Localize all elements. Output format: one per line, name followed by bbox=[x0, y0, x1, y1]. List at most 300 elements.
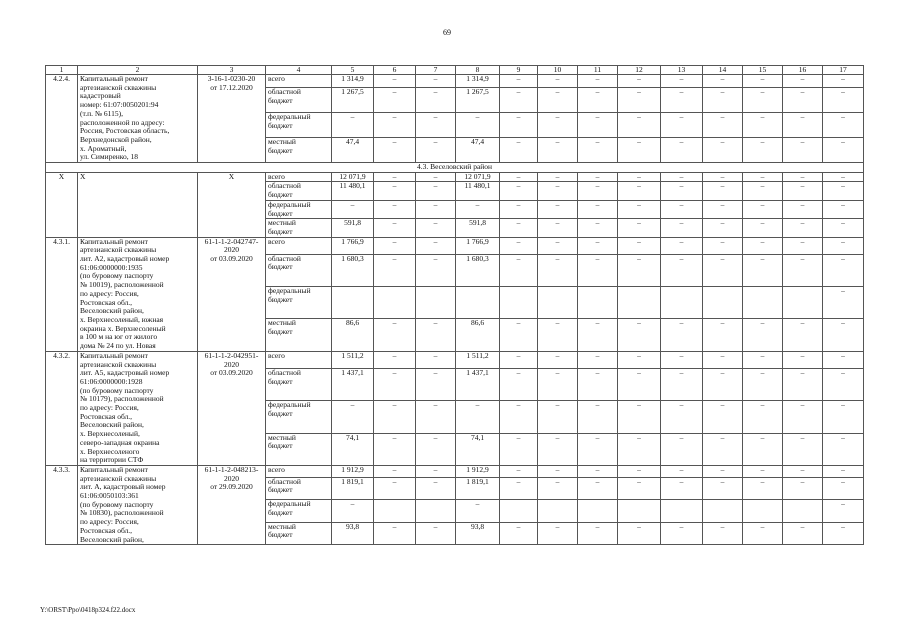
value-cell: – bbox=[416, 368, 456, 400]
funding-source: областной бюджет bbox=[266, 368, 332, 400]
column-number-cell: 8 bbox=[456, 66, 500, 75]
value-cell: – bbox=[416, 433, 456, 465]
value-cell: – bbox=[332, 401, 374, 433]
section-title: 4.3. Веселовский район bbox=[46, 163, 864, 173]
value-cell: – bbox=[703, 237, 743, 254]
item-document: 61-1-1-2-042951- 2020 от 03.09.2020 bbox=[198, 351, 266, 465]
value-cell: – bbox=[538, 75, 578, 88]
column-number-cell: 13 bbox=[661, 66, 703, 75]
value-cell: – bbox=[783, 433, 823, 465]
item-description: Капитальный ремонт артезианской скважины лит. А, кадастровый номер 61:06:0050103:361 (по буровому паспорту № 10830), расположенной по адресу: Россия, Ростовская обл., Веселовский район, bbox=[78, 465, 198, 544]
funding-source: всего bbox=[266, 351, 332, 368]
funding-source: всего bbox=[266, 237, 332, 254]
value-cell: – bbox=[618, 138, 661, 163]
value-cell: – bbox=[578, 172, 618, 182]
value-cell: – bbox=[374, 477, 416, 499]
value-cell: – bbox=[703, 75, 743, 88]
value-cell: – bbox=[618, 319, 661, 351]
value-cell: – bbox=[538, 368, 578, 400]
value-cell: – bbox=[823, 182, 864, 200]
item-description: Х bbox=[78, 172, 198, 237]
value-cell: – bbox=[618, 368, 661, 400]
value-cell: 1 819,1 bbox=[456, 477, 500, 499]
value-cell: – bbox=[661, 75, 703, 88]
value-cell: – bbox=[456, 113, 500, 138]
value-cell: – bbox=[500, 522, 538, 545]
value-cell: – bbox=[823, 237, 864, 254]
value-cell: – bbox=[743, 237, 783, 254]
value-cell: – bbox=[618, 477, 661, 499]
value-cell: – bbox=[538, 182, 578, 200]
value-cell: – bbox=[823, 200, 864, 218]
value-cell: – bbox=[500, 433, 538, 465]
value-cell: – bbox=[661, 401, 703, 433]
value-cell: – bbox=[578, 433, 618, 465]
value-cell: – bbox=[783, 254, 823, 286]
value-cell: 1 680,3 bbox=[456, 254, 500, 286]
value-cell: – bbox=[500, 237, 538, 254]
value-cell: 1 267,5 bbox=[456, 88, 500, 113]
value-cell: 1 314,9 bbox=[332, 75, 374, 88]
table-row bbox=[46, 237, 864, 254]
funding-source: областной бюджет bbox=[266, 477, 332, 499]
value-cell: – bbox=[416, 522, 456, 545]
value-cell: – bbox=[661, 351, 703, 368]
value-cell: – bbox=[703, 401, 743, 433]
value-cell: – bbox=[456, 500, 500, 522]
column-number-cell: 6 bbox=[374, 66, 416, 75]
value-cell: – bbox=[538, 477, 578, 499]
value-cell: – bbox=[661, 368, 703, 400]
value-cell: – bbox=[416, 351, 456, 368]
value-cell: 86,6 bbox=[456, 319, 500, 351]
value-cell bbox=[743, 500, 783, 522]
value-cell bbox=[743, 287, 783, 319]
item-document: 61-1-1-2-048213- 2020 от 29.09.2020 bbox=[198, 465, 266, 544]
value-cell: – bbox=[374, 182, 416, 200]
column-number-cell: 14 bbox=[703, 66, 743, 75]
value-cell: – bbox=[416, 138, 456, 163]
funding-source: федеральный бюджет bbox=[266, 500, 332, 522]
value-cell: – bbox=[500, 465, 538, 477]
value-cell: – bbox=[823, 351, 864, 368]
value-cell: – bbox=[743, 138, 783, 163]
value-cell: – bbox=[743, 182, 783, 200]
table-row bbox=[46, 172, 864, 182]
value-cell bbox=[374, 500, 416, 522]
value-cell: – bbox=[500, 182, 538, 200]
value-cell: – bbox=[703, 113, 743, 138]
value-cell: – bbox=[538, 88, 578, 113]
value-cell: – bbox=[578, 351, 618, 368]
value-cell: – bbox=[823, 465, 864, 477]
value-cell: – bbox=[783, 368, 823, 400]
value-cell: – bbox=[500, 172, 538, 182]
item-description: Капитальный ремонт артезианской скважины лит. А2, кадастровый номер 61:06:0000000:1935 (по буровому паспорту № 10019), расположенной по адресу: Россия, Ростовская обл., Веселовский район, х. Верхнесоленый, южная окраина х. Верхнесоленый в 100 м на юг от жилого дома № 24 по ул. Новая bbox=[78, 237, 198, 351]
value-cell: – bbox=[823, 113, 864, 138]
value-cell: – bbox=[618, 465, 661, 477]
value-cell: – bbox=[661, 172, 703, 182]
value-cell: – bbox=[823, 219, 864, 237]
value-cell: – bbox=[783, 200, 823, 218]
value-cell bbox=[661, 500, 703, 522]
column-number-row bbox=[46, 66, 864, 75]
value-cell: – bbox=[661, 88, 703, 113]
value-cell: – bbox=[618, 254, 661, 286]
value-cell: – bbox=[538, 138, 578, 163]
value-cell: 1 314,9 bbox=[456, 75, 500, 88]
value-cell: – bbox=[578, 138, 618, 163]
value-cell bbox=[538, 287, 578, 319]
value-cell: – bbox=[374, 200, 416, 218]
value-cell: – bbox=[661, 219, 703, 237]
column-number-cell: 3 bbox=[198, 66, 266, 75]
value-cell: – bbox=[578, 522, 618, 545]
value-cell: 1 511,2 bbox=[332, 351, 374, 368]
value-cell: – bbox=[538, 172, 578, 182]
value-cell: – bbox=[823, 254, 864, 286]
column-number-cell: 10 bbox=[538, 66, 578, 75]
column-number-cell: 5 bbox=[332, 66, 374, 75]
value-cell: – bbox=[618, 237, 661, 254]
value-cell: 12 071,9 bbox=[332, 172, 374, 182]
value-cell: – bbox=[374, 237, 416, 254]
column-number-cell: 4 bbox=[266, 66, 332, 75]
value-cell bbox=[578, 500, 618, 522]
value-cell: – bbox=[538, 254, 578, 286]
funding-source: всего bbox=[266, 172, 332, 182]
funding-source: местный бюджет bbox=[266, 138, 332, 163]
value-cell bbox=[416, 287, 456, 319]
value-cell: 1 912,9 bbox=[332, 465, 374, 477]
column-number-cell: 1 bbox=[46, 66, 78, 75]
funding-source: местный бюджет bbox=[266, 319, 332, 351]
value-cell: – bbox=[374, 75, 416, 88]
value-cell: – bbox=[374, 319, 416, 351]
value-cell: – bbox=[618, 75, 661, 88]
item-description: Капитальный ремонт артезианской скважины лит. А5, кадастровый номер 61:06:0000000:1928 (по буровому паспорту № 10179), расположенной по адресу: Россия, Ростовская обл., Веселовский район, х. Верхнесоленый, северо-западная окраина х. Верхнесоленого на территории СТФ bbox=[78, 351, 198, 465]
value-cell: – bbox=[783, 75, 823, 88]
value-cell: – bbox=[743, 75, 783, 88]
value-cell: – bbox=[618, 351, 661, 368]
value-cell: – bbox=[703, 522, 743, 545]
value-cell: – bbox=[578, 200, 618, 218]
value-cell: – bbox=[618, 88, 661, 113]
column-number-cell: 17 bbox=[823, 66, 864, 75]
item-document: Х bbox=[198, 172, 266, 237]
item-document: 3-16-1-0230-20 от 17.12.2020 bbox=[198, 75, 266, 163]
value-cell: – bbox=[416, 219, 456, 237]
section-row bbox=[46, 163, 864, 173]
value-cell: – bbox=[661, 138, 703, 163]
value-cell: – bbox=[374, 219, 416, 237]
value-cell: – bbox=[703, 433, 743, 465]
value-cell: – bbox=[743, 368, 783, 400]
value-cell: – bbox=[783, 522, 823, 545]
value-cell: – bbox=[823, 287, 864, 319]
value-cell: – bbox=[661, 200, 703, 218]
value-cell: – bbox=[661, 113, 703, 138]
item-number: Х bbox=[46, 172, 78, 237]
funding-source: областной бюджет bbox=[266, 182, 332, 200]
value-cell: – bbox=[416, 477, 456, 499]
value-cell: 1 267,5 bbox=[332, 88, 374, 113]
value-cell: – bbox=[703, 477, 743, 499]
value-cell: – bbox=[783, 172, 823, 182]
value-cell bbox=[783, 500, 823, 522]
column-number-cell: 7 bbox=[416, 66, 456, 75]
column-number-cell: 11 bbox=[578, 66, 618, 75]
value-cell: – bbox=[743, 219, 783, 237]
funding-source: федеральный бюджет bbox=[266, 113, 332, 138]
value-cell: 93,8 bbox=[456, 522, 500, 545]
value-cell: – bbox=[416, 172, 456, 182]
value-cell: – bbox=[661, 319, 703, 351]
value-cell: – bbox=[783, 182, 823, 200]
value-cell: – bbox=[374, 88, 416, 113]
value-cell: 11 480,1 bbox=[456, 182, 500, 200]
value-cell: – bbox=[374, 368, 416, 400]
value-cell: – bbox=[783, 477, 823, 499]
value-cell: – bbox=[703, 351, 743, 368]
value-cell: – bbox=[703, 319, 743, 351]
value-cell: – bbox=[743, 401, 783, 433]
value-cell: – bbox=[703, 172, 743, 182]
value-cell: – bbox=[823, 500, 864, 522]
value-cell: – bbox=[743, 465, 783, 477]
value-cell: 47,4 bbox=[456, 138, 500, 163]
value-cell: – bbox=[416, 237, 456, 254]
value-cell: 1 511,2 bbox=[456, 351, 500, 368]
value-cell bbox=[500, 287, 538, 319]
value-cell: – bbox=[374, 138, 416, 163]
value-cell: – bbox=[743, 433, 783, 465]
value-cell: – bbox=[823, 433, 864, 465]
value-cell: 93,8 bbox=[332, 522, 374, 545]
funding-source: местный бюджет bbox=[266, 433, 332, 465]
value-cell: – bbox=[703, 465, 743, 477]
value-cell: – bbox=[823, 477, 864, 499]
value-cell: – bbox=[374, 522, 416, 545]
value-cell: 1 819,1 bbox=[332, 477, 374, 499]
table-row bbox=[46, 351, 864, 368]
value-cell: – bbox=[538, 113, 578, 138]
value-cell: – bbox=[416, 88, 456, 113]
column-number-cell: 12 bbox=[618, 66, 661, 75]
value-cell: – bbox=[500, 113, 538, 138]
value-cell: – bbox=[500, 138, 538, 163]
value-cell: – bbox=[374, 351, 416, 368]
value-cell: – bbox=[500, 477, 538, 499]
value-cell: – bbox=[578, 477, 618, 499]
value-cell: – bbox=[618, 219, 661, 237]
value-cell: – bbox=[374, 254, 416, 286]
value-cell bbox=[618, 500, 661, 522]
value-cell: 74,1 bbox=[332, 433, 374, 465]
value-cell: – bbox=[500, 200, 538, 218]
page-number: 69 bbox=[443, 28, 451, 37]
value-cell: – bbox=[416, 254, 456, 286]
value-cell: 1 766,9 bbox=[332, 237, 374, 254]
value-cell: – bbox=[743, 477, 783, 499]
value-cell: – bbox=[538, 219, 578, 237]
value-cell: – bbox=[783, 237, 823, 254]
value-cell: 591,8 bbox=[456, 219, 500, 237]
value-cell: – bbox=[538, 351, 578, 368]
value-cell: – bbox=[578, 75, 618, 88]
value-cell: – bbox=[743, 254, 783, 286]
value-cell: – bbox=[578, 88, 618, 113]
value-cell: – bbox=[703, 88, 743, 113]
value-cell: – bbox=[538, 522, 578, 545]
value-cell: 47,4 bbox=[332, 138, 374, 163]
value-cell: – bbox=[743, 172, 783, 182]
column-number-cell: 16 bbox=[783, 66, 823, 75]
value-cell: – bbox=[823, 319, 864, 351]
value-cell bbox=[783, 287, 823, 319]
value-cell: – bbox=[578, 368, 618, 400]
value-cell: – bbox=[374, 433, 416, 465]
item-number: 4.3.1. bbox=[46, 237, 78, 351]
value-cell: – bbox=[500, 401, 538, 433]
budget-table bbox=[45, 65, 864, 545]
value-cell bbox=[332, 287, 374, 319]
value-cell: – bbox=[661, 237, 703, 254]
value-cell: 1 680,3 bbox=[332, 254, 374, 286]
value-cell: – bbox=[374, 465, 416, 477]
value-cell: – bbox=[743, 200, 783, 218]
value-cell: – bbox=[416, 465, 456, 477]
value-cell: – bbox=[374, 172, 416, 182]
value-cell: – bbox=[661, 477, 703, 499]
value-cell bbox=[578, 287, 618, 319]
value-cell: – bbox=[783, 88, 823, 113]
funding-source: местный бюджет bbox=[266, 522, 332, 545]
value-cell: 1 437,1 bbox=[332, 368, 374, 400]
item-document: 61-1-1-2-042747- 2020 от 03.09.2020 bbox=[198, 237, 266, 351]
item-number: 4.3.3. bbox=[46, 465, 78, 544]
value-cell: – bbox=[578, 182, 618, 200]
value-cell: – bbox=[416, 182, 456, 200]
value-cell: – bbox=[578, 219, 618, 237]
column-number-cell: 15 bbox=[743, 66, 783, 75]
value-cell: – bbox=[416, 75, 456, 88]
value-cell: 591,8 bbox=[332, 219, 374, 237]
value-cell: – bbox=[783, 113, 823, 138]
footer-file-path: Y:\ORST\Ppo\0418p324.f22.docx bbox=[40, 606, 136, 614]
funding-source: федеральный бюджет bbox=[266, 200, 332, 218]
value-cell: – bbox=[332, 500, 374, 522]
value-cell: 74,1 bbox=[456, 433, 500, 465]
value-cell: – bbox=[661, 182, 703, 200]
value-cell bbox=[661, 287, 703, 319]
value-cell bbox=[618, 287, 661, 319]
value-cell: – bbox=[703, 182, 743, 200]
value-cell: – bbox=[783, 351, 823, 368]
value-cell bbox=[500, 500, 538, 522]
value-cell: – bbox=[823, 368, 864, 400]
value-cell: – bbox=[416, 200, 456, 218]
value-cell: – bbox=[500, 368, 538, 400]
column-number-cell: 9 bbox=[500, 66, 538, 75]
value-cell bbox=[703, 500, 743, 522]
value-cell: – bbox=[743, 88, 783, 113]
item-number: 4.3.2. bbox=[46, 351, 78, 465]
value-cell: – bbox=[823, 522, 864, 545]
value-cell: – bbox=[618, 182, 661, 200]
value-cell: – bbox=[538, 433, 578, 465]
value-cell: – bbox=[456, 401, 500, 433]
value-cell: – bbox=[823, 401, 864, 433]
value-cell: – bbox=[578, 319, 618, 351]
value-cell: – bbox=[416, 401, 456, 433]
funding-source: всего bbox=[266, 75, 332, 88]
value-cell: – bbox=[783, 219, 823, 237]
table-row bbox=[46, 75, 864, 88]
value-cell: 1 766,9 bbox=[456, 237, 500, 254]
item-description: Капитальный ремонт артезианской скважины кадастровый номер: 61:07:0050201:94 (т.п. № 6115), расположенной по адресу: Россия, Ростовская область, Верхнедонской район, х. Ароматный, ул. Симиренко, 18 bbox=[78, 75, 198, 163]
value-cell: – bbox=[823, 172, 864, 182]
value-cell: – bbox=[703, 219, 743, 237]
value-cell: – bbox=[618, 433, 661, 465]
value-cell: – bbox=[578, 237, 618, 254]
value-cell: – bbox=[783, 401, 823, 433]
value-cell: – bbox=[500, 351, 538, 368]
item-number: 4.2.4. bbox=[46, 75, 78, 163]
value-cell: – bbox=[500, 75, 538, 88]
value-cell: – bbox=[618, 172, 661, 182]
value-cell: – bbox=[374, 401, 416, 433]
funding-source: федеральный бюджет bbox=[266, 401, 332, 433]
value-cell: – bbox=[703, 200, 743, 218]
value-cell: 12 071,9 bbox=[456, 172, 500, 182]
value-cell: – bbox=[783, 319, 823, 351]
column-number-cell: 2 bbox=[78, 66, 198, 75]
value-cell: – bbox=[538, 237, 578, 254]
value-cell: – bbox=[703, 368, 743, 400]
value-cell bbox=[374, 287, 416, 319]
value-cell bbox=[416, 500, 456, 522]
value-cell: – bbox=[538, 401, 578, 433]
funding-source: областной бюджет bbox=[266, 254, 332, 286]
value-cell: 1 912,9 bbox=[456, 465, 500, 477]
value-cell: – bbox=[538, 465, 578, 477]
table-row bbox=[46, 465, 864, 477]
funding-source: всего bbox=[266, 465, 332, 477]
value-cell bbox=[456, 287, 500, 319]
value-cell: – bbox=[332, 113, 374, 138]
value-cell: – bbox=[618, 522, 661, 545]
value-cell: – bbox=[500, 219, 538, 237]
value-cell: – bbox=[538, 200, 578, 218]
value-cell: – bbox=[578, 113, 618, 138]
value-cell: – bbox=[416, 319, 456, 351]
value-cell: – bbox=[416, 113, 456, 138]
value-cell: – bbox=[374, 113, 416, 138]
value-cell: – bbox=[743, 351, 783, 368]
funding-source: местный бюджет bbox=[266, 219, 332, 237]
value-cell: – bbox=[783, 138, 823, 163]
funding-source: областной бюджет bbox=[266, 88, 332, 113]
value-cell: – bbox=[743, 113, 783, 138]
value-cell: – bbox=[703, 254, 743, 286]
value-cell: – bbox=[823, 88, 864, 113]
value-cell: – bbox=[500, 254, 538, 286]
value-cell: – bbox=[456, 200, 500, 218]
value-cell: – bbox=[618, 401, 661, 433]
value-cell: – bbox=[578, 465, 618, 477]
value-cell: – bbox=[618, 200, 661, 218]
